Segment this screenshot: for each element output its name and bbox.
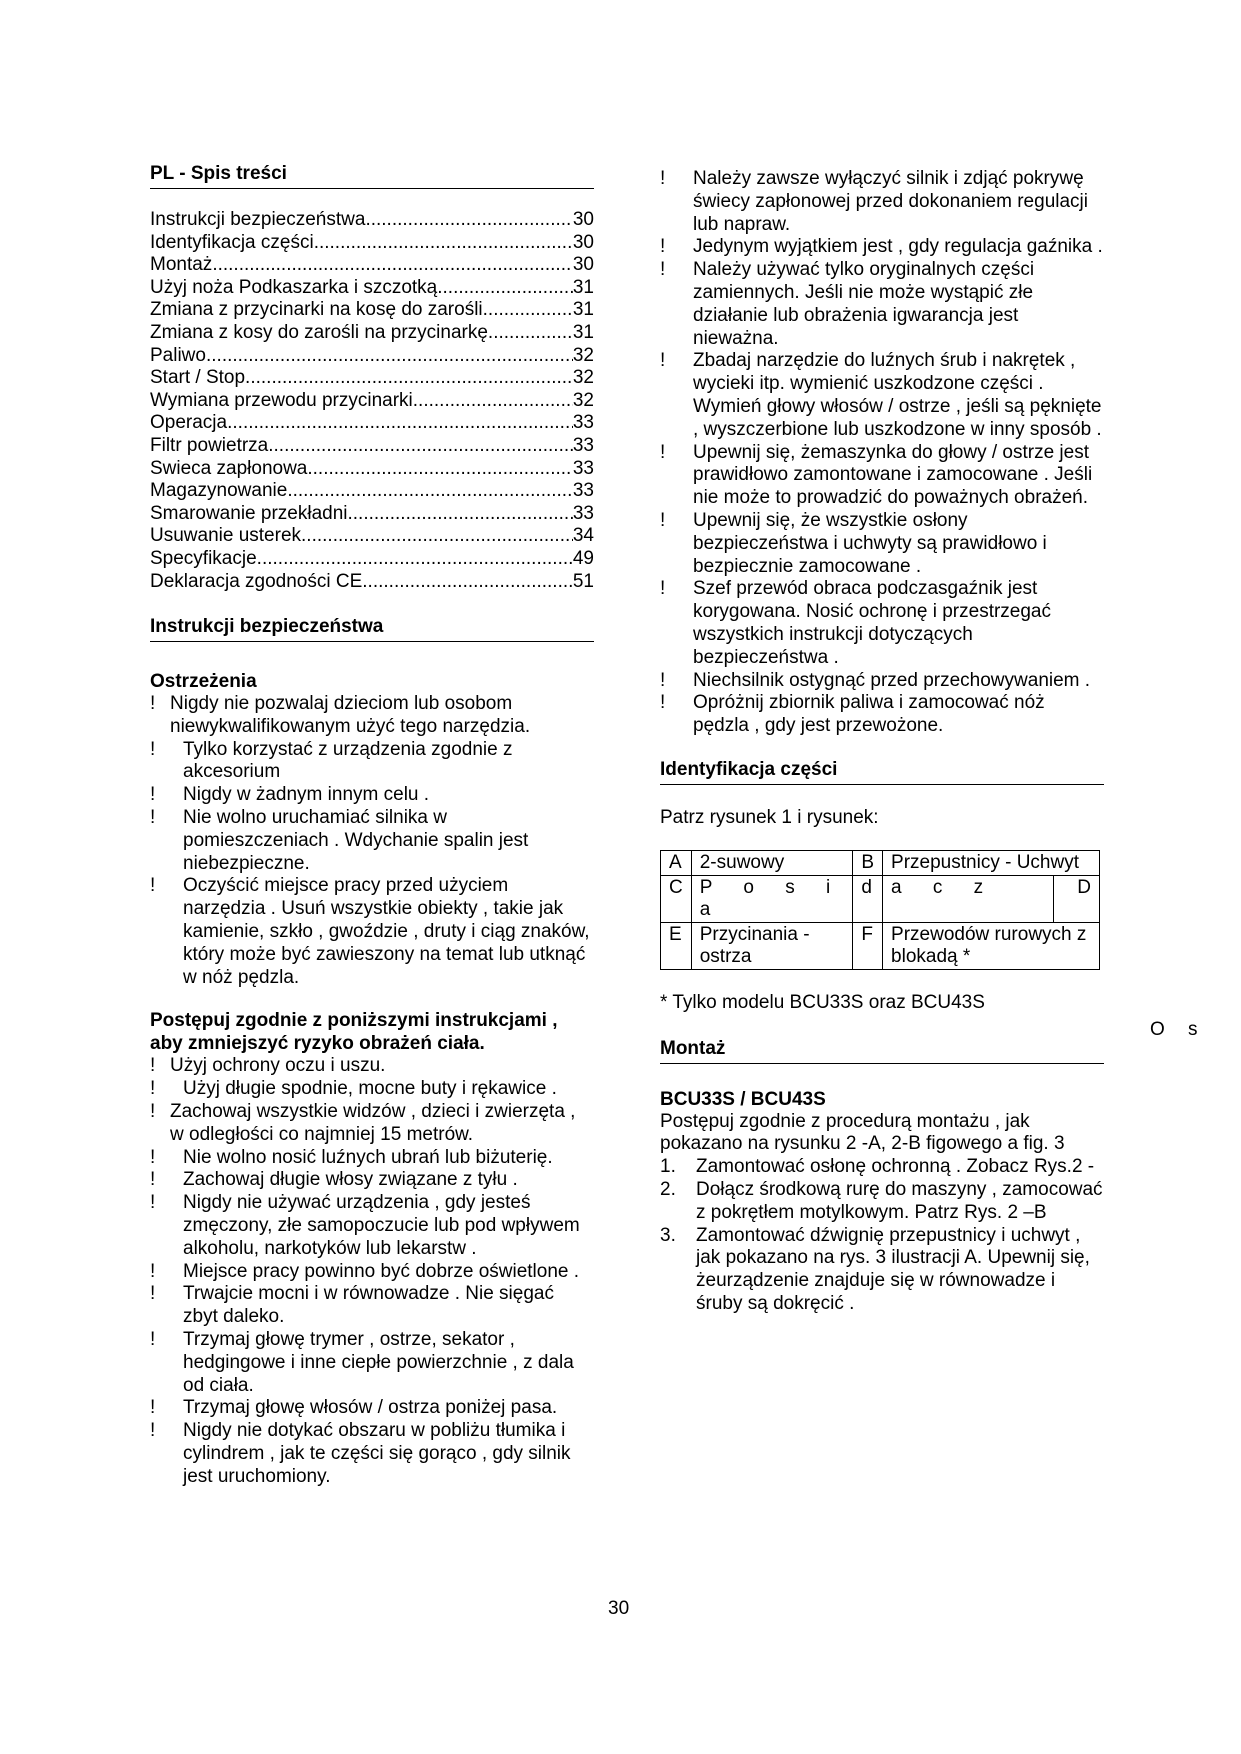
part-key: D <box>1053 875 1099 922</box>
exclamation-icon: ! <box>660 509 666 531</box>
precaution-item: ! Nigdy nie dotykać obszaru w pobliżu tłumika i cylindrem , jak te części się gorąco , gdy silnik jest uruchomiony. <box>150 1420 571 1487</box>
exclamation-icon: ! <box>150 1192 156 1214</box>
exclamation-icon: ! <box>150 1146 156 1168</box>
toc-entry[interactable]: Operacja ..... 33 <box>150 412 594 435</box>
assembly-steps <box>660 1156 1104 1316</box>
toc-entry[interactable]: Swieca zapłonowa ..... 33 <box>150 458 594 481</box>
parts-intro: Patrz rysunek 1 i rysunek: <box>660 806 879 828</box>
page-number: 30 <box>608 1598 630 1619</box>
part-key: E <box>661 922 692 969</box>
table-overflow-text: O s <box>1150 1019 1198 1040</box>
left-column <box>150 162 594 1489</box>
exclamation-icon: ! <box>150 1420 156 1442</box>
table-of-contents <box>150 209 594 593</box>
precaution-item: ! Należy zawsze wyłączyć silnik i zdjąć pokrywę świecy zapłonowej przed dokonaniem regulacji lub napraw. <box>660 168 1088 235</box>
part-value: 2-suwowy <box>691 850 853 875</box>
toc-entry[interactable]: Zmiana z kosy do zarośli na przycinarkę ..... 31 <box>150 322 594 345</box>
toc-entry[interactable]: Filtr powietrza ..... 33 <box>150 435 594 458</box>
part-key: A <box>661 850 692 875</box>
exclamation-icon: ! <box>660 441 666 463</box>
exclamation-icon: ! <box>150 807 156 829</box>
exclamation-icon: ! <box>150 1260 156 1282</box>
precaution-item: ! Jedynym wyjątkiem jest , gdy regulacja gaźnika . <box>660 236 1103 258</box>
list-item: 3. Zamontować dźwignię przepustnicy i uchwyt , jak pokazano na rys. 3 ilustracji A. Upewnij się, żeurządzenie znajduje się w równowadze i śruby są dokręcić . <box>660 1224 1090 1314</box>
part-value: Przewodów rurowych z blokadą * <box>883 922 1100 969</box>
exclamation-icon: ! <box>660 236 666 258</box>
exclamation-icon: ! <box>150 1169 156 1191</box>
exclamation-icon: ! <box>660 578 666 600</box>
precaution-item: ! Miejsce pracy powinno być dobrze oświetlone . <box>150 1260 580 1282</box>
assembly-model: BCU33S / BCU43S <box>660 1088 826 1110</box>
precaution-item: ! Szef przewód obraca podczasgaźnik jest korygowana. Nosić ochronę i przestrzegać wszystkich instrukcji dotyczących bezpieczeństwa . <box>660 578 1052 668</box>
exclamation-icon: ! <box>150 784 156 806</box>
exclamation-icon: ! <box>660 259 666 281</box>
toc-entry[interactable]: Smarowanie przekładni ..... 33 <box>150 503 594 526</box>
parts-footnote: * Tylko modelu BCU33S oraz BCU43S <box>660 991 985 1013</box>
part-key: B <box>853 850 883 875</box>
precaution-item: ! Upewnij się, żemaszynka do głowy / ostrze jest prawidłowo zamontowane i zamocowane . Jeśli nie może to prowadzić do poważnych obrażeń. <box>660 441 1093 509</box>
exclamation-icon: ! <box>660 168 666 189</box>
toc-heading: PL - Spis treści <box>150 162 594 189</box>
toc-entry[interactable]: Start / Stop ..... 32 <box>150 367 594 390</box>
precaution-item: ! Trwajcie mocni i w równowadze . Nie sięgać zbyt daleko. <box>150 1283 554 1328</box>
exclamation-icon: ! <box>150 693 156 715</box>
table-row <box>661 875 1100 922</box>
safety-heading: Instrukcji bezpieczeństwa <box>150 615 594 642</box>
assembly-intro: Postępuj zgodnie z procedurą montażu , jak pokazano na rysunku 2 -A, 2-B figowego a fig. 3 <box>660 1110 1065 1155</box>
follow-title: Postępuj zgodnie z poniższymi instrukcjami , aby zmniejszyć ryzyko obrażeń ciała. <box>150 1010 558 1055</box>
precaution-item: ! Trzymaj głowę włosów / ostrza poniżej pasa. <box>150 1397 558 1419</box>
part-value: P o s i a <box>691 875 853 922</box>
precaution-item: ! Trzymaj głowę trymer , ostrze, sekator , hedgingowe i inne ciepłe powierzchnie , z dala od ciała. <box>150 1329 574 1396</box>
exclamation-icon: ! <box>150 1101 156 1123</box>
list-item: 2. Dołącz środkową rurę do maszyny , zamocować z pokrętłem motylkowym. Patrz Rys. 2 –B <box>660 1178 1103 1223</box>
toc-entry[interactable]: Montaż ..... 30 <box>150 254 594 277</box>
part-value: a c z <box>883 875 1054 922</box>
precaution-item: ! Nigdy nie używać urządzenia , gdy jesteś zmęczony, złe samopoczucie lub pod wpływem alkoholu, narkotyków lub lekarstw . <box>150 1192 580 1259</box>
exclamation-icon: ! <box>660 350 666 372</box>
exclamation-icon: ! <box>150 1283 156 1305</box>
right-column <box>660 168 1104 1316</box>
toc-entry[interactable]: Instrukcji bezpieczeństwa ..... 30 <box>150 209 594 232</box>
part-key: F <box>853 922 883 969</box>
warning-item: ! Tylko korzystać z urządzenia zgodnie z akcesorium <box>150 738 513 783</box>
warning-item: ! Oczyścić miejsce pracy przed użyciem narzędzia . Usuń wszystkie obiekty , takie jak kamienie, szkło , gwoździe , druty i ciąg znaków, który może być zawieszony na temat lub utknąć w nóż pędzla. <box>150 875 590 988</box>
exclamation-icon: ! <box>660 669 666 691</box>
precaution-item: ! Zachowaj wszystkie widzów , dzieci i zwierzęta , w odległości co najmniej 15 metrów. <box>150 1101 576 1145</box>
part-value: Przepustnicy - Uchwyt <box>883 850 1100 875</box>
toc-entry[interactable]: Identyfikacja części ..... 30 <box>150 232 594 255</box>
exclamation-icon: ! <box>150 1329 156 1351</box>
warning-item: ! Nigdy nie pozwalaj dzieciom lub osobom niewykwalifikowanym użyć tego narzędzia. <box>150 693 531 737</box>
part-key: C <box>661 875 692 922</box>
precaution-item: ! Należy używać tylko oryginalnych części zamiennych. Jeśli nie może wystąpić złe działanie lub obrażenia igwarancja jest nieważna. <box>660 259 1035 349</box>
list-item: 1. Zamontować osłonę ochronną . Zobacz Rys.2 - <box>660 1156 1095 1178</box>
precaution-item: ! Użyj długie spodnie, mocne buty i rękawice . <box>150 1078 557 1100</box>
toc-entry[interactable]: Magazynowanie ..... 33 <box>150 480 594 503</box>
warning-item: ! Nie wolno uruchamiać silnika w pomieszczeniach . Wdychanie spalin jest niebezpieczne. <box>150 807 529 874</box>
precaution-item: ! Upewnij się, że wszystkie osłony bezpieczeństwa i uchwyty są prawidłowo i bezpiecznie zamocowane . <box>660 509 1047 577</box>
toc-entry[interactable]: Usuwanie usterek ..... 34 <box>150 525 594 548</box>
part-key: d <box>853 875 883 922</box>
table-row <box>661 922 1100 969</box>
toc-entry[interactable]: Specyfikacje ..... 49 <box>150 548 594 571</box>
precaution-item: ! Nie wolno nosić luźnych ubrań lub biżuterię. <box>150 1146 553 1168</box>
precaution-item: ! Użyj ochrony oczu i uszu. <box>150 1055 386 1077</box>
precaution-item: ! Opróżnij zbiornik paliwa i zamocować nóż pędzla , gdy jest przewożone. <box>660 692 1045 737</box>
warning-item: ! Nigdy w żadnym innym celu . <box>150 784 430 806</box>
exclamation-icon: ! <box>150 1397 156 1419</box>
toc-entry[interactable]: Paliwo ..... 32 <box>150 345 594 368</box>
exclamation-icon: ! <box>150 875 156 897</box>
exclamation-icon: ! <box>660 692 666 714</box>
toc-entry[interactable]: Zmiana z przycinarki na kosę do zarośli ..... 31 <box>150 299 594 322</box>
parts-table <box>660 850 1100 970</box>
toc-entry[interactable]: Użyj noża Podkaszarka i szczotką ..... 31 <box>150 277 594 300</box>
part-value: Przycinania - ostrza <box>691 922 853 969</box>
toc-entry[interactable]: Deklaracja zgodności CE ..... 51 <box>150 571 594 594</box>
parts-heading: Identyfikacja części <box>660 758 1104 785</box>
exclamation-icon: ! <box>150 1055 156 1077</box>
precaution-item: ! Zbadaj narzędzie do luźnych śrub i nakrętek , wycieki itp. wymienić uszkodzone części . Wymień głowy włosów / ostrze , jeśli są pęknięte , wyszczerbione lub uszkodzone w inny sposób . <box>660 350 1102 440</box>
precaution-item: ! Zachowaj długie włosy związane z tyłu . <box>150 1169 518 1191</box>
precaution-item: ! Niechsilnik ostygnąć przed przechowywaniem . <box>660 669 1091 691</box>
toc-entry[interactable]: Wymiana przewodu przycinarki ..... 32 <box>150 390 594 413</box>
table-row <box>661 850 1100 875</box>
warnings-title: Ostrzeżenia <box>150 671 257 693</box>
exclamation-icon: ! <box>150 738 156 760</box>
assembly-heading: Montaż <box>660 1037 1104 1064</box>
exclamation-icon: ! <box>150 1078 156 1100</box>
